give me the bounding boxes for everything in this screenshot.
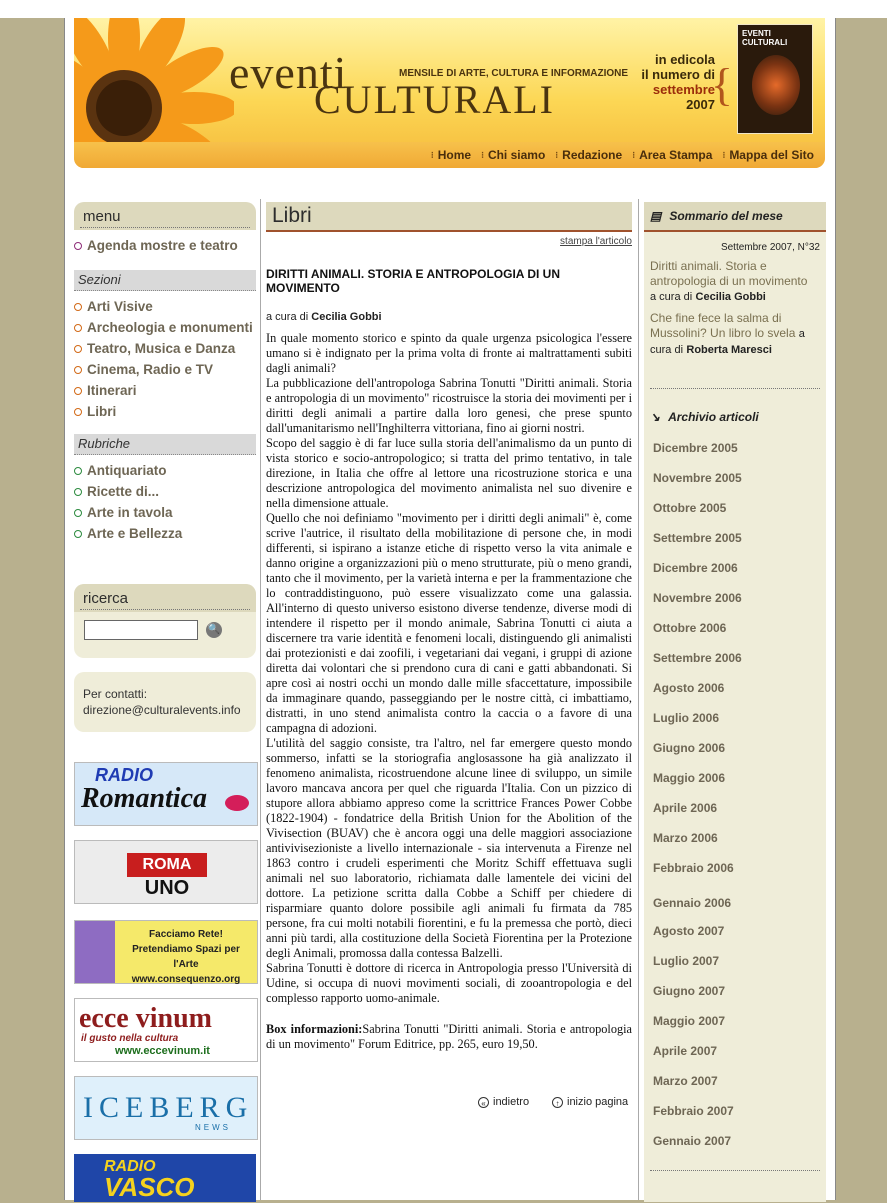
archive-link[interactable]: Aprile 2007 — [653, 1044, 718, 1058]
article-paragraph: Sabrina Tonutti è dottore di ricerca in Antropologia presso l'Università di Udine, si occupa di nuovi movimenti sociali, di zooantropologia e del complesso rapporto uomo-animale. — [266, 961, 632, 1005]
nav-label: Area Stampa — [639, 148, 713, 162]
edicola-line-1: in edicola — [655, 52, 715, 67]
logo-culturali[interactable]: CULTURALI — [314, 77, 555, 122]
banner-text: UNO — [144, 877, 190, 899]
nav-bullet-icon: ⁝ — [632, 149, 636, 160]
nav-label: Chi siamo — [487, 148, 546, 162]
banner-text: Facciamo Rete! — [149, 929, 223, 940]
archive-link[interactable]: Gennaio 2007 — [653, 1134, 732, 1148]
print-link[interactable]: stampa l'articolo — [560, 236, 632, 247]
logo-eventi[interactable]: eventi — [229, 47, 348, 98]
banner-eccevinum[interactable] — [74, 998, 258, 1062]
bullet-icon — [74, 530, 82, 538]
left-sidebar — [74, 202, 256, 1202]
nav-bullet-icon: ⁝ — [481, 149, 484, 160]
sommario-item-acura: a cura di — [650, 291, 693, 303]
archive-link[interactable]: Maggio 2006 — [653, 771, 726, 785]
search-input[interactable] — [84, 620, 198, 640]
divider — [650, 1170, 820, 1171]
menu-label: Agenda mostre e teatro — [87, 238, 238, 253]
nav-label: Home — [437, 148, 472, 162]
magazine-cover[interactable] — [737, 24, 813, 134]
banner-roma-uno[interactable] — [74, 840, 258, 904]
logo-subtitle: MENSILE DI ARTE, CULTURA E INFORMAZIONE — [399, 68, 629, 79]
edicola-notice — [641, 52, 715, 112]
top-link[interactable] — [552, 1096, 628, 1108]
archive-link[interactable]: Giugno 2006 — [653, 741, 726, 755]
page-title: Libri — [266, 202, 632, 232]
menu-label: Arte e Bellezza — [87, 526, 183, 541]
menu-label: Ricette di... — [87, 484, 160, 499]
nav-redazione[interactable] — [550, 148, 627, 162]
right-sidebar — [644, 202, 826, 1202]
sidebar-item-archeologia[interactable] — [74, 317, 256, 338]
figure-icon — [75, 921, 115, 983]
archive-link[interactable]: Settembre 2005 — [653, 531, 742, 545]
menu-label: Arte in tavola — [87, 505, 173, 520]
bullet-icon — [74, 324, 82, 332]
menu-label: Itinerari — [87, 383, 137, 398]
archive-link[interactable]: Luglio 2006 — [653, 711, 720, 725]
sidebar-item-antiquariato[interactable] — [74, 460, 256, 481]
document-icon: ▤ — [650, 209, 662, 223]
brace-decoration: { — [710, 59, 733, 110]
contact-box — [74, 672, 256, 732]
banner-text-block — [121, 927, 251, 987]
banner-text: RADIO — [95, 765, 153, 785]
archive-link[interactable]: Febbraio 2007 — [653, 1104, 734, 1118]
banner-iceberg[interactable] — [74, 1076, 258, 1140]
edicola-year: 2007 — [686, 97, 715, 112]
bullet-icon — [74, 366, 82, 374]
nav-bullet-icon: ⁝ — [555, 149, 559, 160]
archive-link[interactable]: Aprile 2006 — [653, 801, 718, 815]
search-box — [74, 584, 256, 658]
archive-link[interactable]: Settembre 2006 — [653, 651, 742, 665]
nav-bullet-icon: ⁝ — [430, 149, 434, 160]
banner-text: ROMA — [127, 853, 207, 877]
column-divider — [260, 199, 261, 1200]
bullet-icon — [74, 345, 82, 353]
banner-text: RADIO — [104, 1158, 156, 1175]
banner-text: ICEBERG — [83, 1091, 254, 1124]
archive-link[interactable]: Ottobre 2005 — [653, 501, 727, 515]
sommario-item-author: Cecilia Gobbi — [695, 291, 766, 303]
nav-area-stampa[interactable] — [627, 148, 717, 162]
sommario-item[interactable] — [644, 311, 826, 358]
nav-mappa-sito[interactable] — [717, 148, 819, 162]
menu-label: Teatro, Musica e Danza — [87, 341, 236, 356]
back-arrow-icon: « — [478, 1097, 489, 1108]
box-informazioni — [266, 1022, 632, 1052]
banner-text: il gusto nella cultura — [81, 1033, 179, 1044]
sidebar-item-arte-bellezza[interactable] — [74, 523, 256, 544]
archive-link[interactable]: Agosto 2007 — [653, 924, 725, 938]
up-arrow-icon: ↑ — [552, 1097, 563, 1108]
bullet-icon — [74, 387, 82, 395]
nav-label: Redazione — [562, 148, 623, 162]
sommario-item-title[interactable]: Diritti animali. Storia e antropologia di un movimento — [650, 259, 808, 288]
archive-link[interactable]: Giugno 2007 — [653, 984, 726, 998]
menu-label: Libri — [87, 404, 117, 419]
article-paragraph: In quale momento storico e spinto da quale urgenza psicologica l'essere umano si è indignato per la prima volta di fronte ai maltrattamenti subiti dagli animali? — [266, 331, 632, 375]
archive-link[interactable]: Luglio 2007 — [653, 954, 720, 968]
bullet-icon — [74, 509, 82, 517]
contact-label: Per contatti: — [83, 687, 148, 701]
nav-bullet-icon: ⁝ — [722, 149, 726, 160]
search-icon[interactable]: 🔍 — [206, 622, 222, 638]
banner-text: Romantica — [81, 783, 208, 814]
sommario-item-author: Roberta Maresci — [686, 344, 772, 356]
menu-header — [74, 202, 256, 230]
menu-label: Cinema, Radio e TV — [87, 362, 214, 377]
banner-text: VASCO — [104, 1172, 195, 1202]
article-body — [266, 331, 632, 1006]
bullet-icon — [74, 408, 82, 416]
sidebar-item-libri[interactable] — [74, 401, 256, 422]
site-header — [74, 18, 825, 168]
sommario-item-acura: a cura di — [650, 328, 805, 356]
sommario-item[interactable] — [644, 259, 826, 305]
sezioni-header: Sezioni — [74, 270, 256, 291]
lips-icon — [225, 795, 249, 811]
contact-email[interactable]: direzione@culturalevents.info — [83, 703, 241, 717]
banner-radio-vasco[interactable] — [74, 1154, 256, 1202]
archive-link[interactable]: Maggio 2007 — [653, 1014, 726, 1028]
main-nav — [426, 148, 819, 162]
archive-link[interactable]: Novembre 2006 — [653, 591, 742, 605]
archive-link[interactable]: Gennaio 2006 — [653, 896, 732, 910]
banner-text: NEWS — [195, 1123, 231, 1132]
menu-label: Archeologia e monumenti — [87, 320, 253, 335]
box-text: Sabrina Tonutti "Diritti animali. Storia e antropologia di un movimento" Forum Editrice, pp. 265, euro 19,50. — [266, 1022, 632, 1051]
edicola-month: settembre — [652, 82, 715, 97]
sidebar-item-teatro[interactable] — [74, 338, 256, 359]
sommario-header — [644, 202, 826, 232]
archive-arrow-icon: ↘ — [650, 410, 661, 424]
article-paragraph: Scopo del saggio è di far luce sulla storia dell'animalismo da un punto di vista storico e socio-antropologico; si tratta del primo tentativo, in tale direzione, in Italia che offre al lettore una ricostruzione storica e una descrizione antropologica del movimento animalista nel suo divenire e nella dimensione attuale. — [266, 436, 632, 510]
top-label: inizio pagina — [567, 1096, 629, 1108]
page-container — [64, 18, 836, 1200]
search-title: ricerca — [83, 590, 129, 607]
sidebar-item-arte-tavola[interactable] — [74, 502, 256, 523]
sommario-title: Sommario del mese — [669, 209, 783, 223]
bullet-icon — [74, 242, 82, 250]
banner-text: www.eccevinum.it — [115, 1045, 210, 1057]
archive-link[interactable]: Novembre 2005 — [653, 471, 742, 485]
banner-radio-romantica[interactable] — [74, 762, 258, 826]
bullet-icon — [74, 488, 82, 496]
bullet-icon — [74, 303, 82, 311]
sidebar-item-cinema[interactable] — [74, 359, 256, 380]
banner-text: www.consequenzo.org — [131, 974, 241, 985]
nav-bar — [74, 142, 825, 168]
sidebar-item-itinerari[interactable] — [74, 380, 256, 401]
archive-link[interactable]: Dicembre 2005 — [653, 441, 738, 455]
cover-image — [752, 55, 800, 115]
sidebar-item-ricette[interactable] — [74, 481, 256, 502]
menu-title: menu — [83, 208, 121, 225]
banner-text: Pretendiamo Spazi per l'Arte — [132, 944, 240, 970]
nav-label: Mappa del Sito — [729, 148, 814, 162]
back-link[interactable] — [478, 1096, 529, 1108]
banner-text: ecce vinum — [79, 1003, 212, 1034]
article-author — [266, 311, 632, 323]
archive-link[interactable]: Ottobre 2006 — [653, 621, 727, 635]
archive-link[interactable]: Febbraio 2006 — [653, 861, 734, 875]
edicola-line-2: il numero di — [641, 67, 715, 82]
article-paragraph: L'utilità del saggio consiste, tra l'altro, nel far emergere questo mondo sommerso, infatti se la storiografia anglosassone ha già analizzato il fenomeno animalista, ricostruendone alcune linee di sviluppo, un simile lavoro mancava ancora per quel che riguarda l'Italia. Con un pizzico di stupore allora abbiamo appreso come la scrittrice Frances Power Cobbe (1822-1904) - fondatrice della British Union for the Abolition of the Vivisection (BUAV) che è ancora oggi una delle maggiori associazione antivivisezioniste a livello internazionale - sia intervenuta a Firenze nel 1863 contro i crudeli esperimenti che Moritz Schiff effettuava sugli animali nel suo laboratorio, richiamata dalle lamentele dei vicini del dottore. La petizione scritta dalla Cobbe a Schiff per chiedere di risparmiare quanto dolore possibile agli animali fu firmata da 785 persone, fra cui molti notabili fiorentini, e fu la premessa che portò, dieci anni più tardi, alla costituzione della Società Fiorentina per la Protezione degli Animali, promossa dalla contessa Balzelli. — [266, 736, 632, 960]
divider — [650, 388, 820, 389]
sommario-item-title[interactable]: Che fine fece la salma di Mussolini? Un libro lo svela — [650, 311, 796, 340]
back-label: indietro — [493, 1096, 530, 1108]
rubriche-header: Rubriche — [74, 434, 256, 455]
bullet-icon — [74, 467, 82, 475]
archivio-list — [644, 433, 826, 1156]
box-label: Box informazioni: — [266, 1022, 363, 1036]
archivio-header — [644, 403, 826, 431]
sidebar-item-arti-visive[interactable] — [74, 296, 256, 317]
article-title: DIRITTI ANIMALI. STORIA E ANTROPOLOGIA DI UN MOVIMENTO — [266, 267, 560, 295]
main-content — [266, 202, 632, 1108]
archivio-title: Archivio articoli — [668, 410, 759, 424]
sommario-date: Settembre 2007, N°32 — [720, 242, 820, 253]
menu-item-agenda[interactable] — [74, 235, 256, 256]
article-paragraph: Quello che noi definiamo "movimento per i diritti degli animali" è, come scrive l'autrice, il risultato della mobilitazione di persone che, in modi differenti, si ispirano a istanze etiche di rispetto verso la vita animale e danno origine a organizzazioni più o meno strutturate, più o meno grandi, tanto che il movimento, per la varietà interna e per la frammentazione che lo contraddistinguono, può essere visualizzato come una galassia. All'interno di questo universo esistono diverse tendenze, diverse modi di intendere il rispetto per il mondo animale, Sabrina Tonutti ci aiuta a discernere tra varie identità e fenomeni locali, distinguendo gli animalisti dai protezionisti e dai zoofili, i vegetariani dai vegani, i gruppi di azione diretta dai volontari che si prendono cura di cani e gatti abbandonati. Si apre così ai nostri occhi un mondo dalle mille sfaccettature, impossibile da immaginare quando, passeggiando per le nostre città, ci imbattiamo, distratti, in uno stend animalista contro la caccia o a favore di una campagna di adozioni. — [266, 511, 632, 735]
menu-label: Antiquariato — [87, 463, 167, 478]
author-name: Cecilia Gobbi — [311, 311, 382, 323]
archive-link[interactable]: Agosto 2006 — [653, 681, 725, 695]
author-label: a cura di — [266, 311, 309, 323]
archive-link[interactable]: Marzo 2007 — [653, 1074, 718, 1088]
menu-label: Arti Visive — [87, 299, 153, 314]
archive-link[interactable]: Marzo 2006 — [653, 831, 718, 845]
search-header — [74, 584, 256, 612]
nav-home[interactable] — [426, 148, 476, 162]
nav-chi-siamo[interactable] — [476, 148, 550, 162]
archive-link[interactable]: Dicembre 2006 — [653, 561, 738, 575]
banner-consequenzo[interactable] — [74, 920, 258, 984]
cover-title: EVENTI CULTURALI — [742, 29, 788, 47]
article-paragraph: La pubblicazione dell'antropologa Sabrina Tonutti "Diritti animali. Storia e antropologia di un movimento" ricostruisce la storia dei movimenti per i diritti degli animali a partire dalla loro genesi, che prese spunto dall'umanitarismo nell'Inghilterra vittoriana, fino ai giorni nostri. — [266, 376, 632, 435]
top-strip — [0, 0, 887, 18]
column-divider — [638, 199, 639, 1200]
